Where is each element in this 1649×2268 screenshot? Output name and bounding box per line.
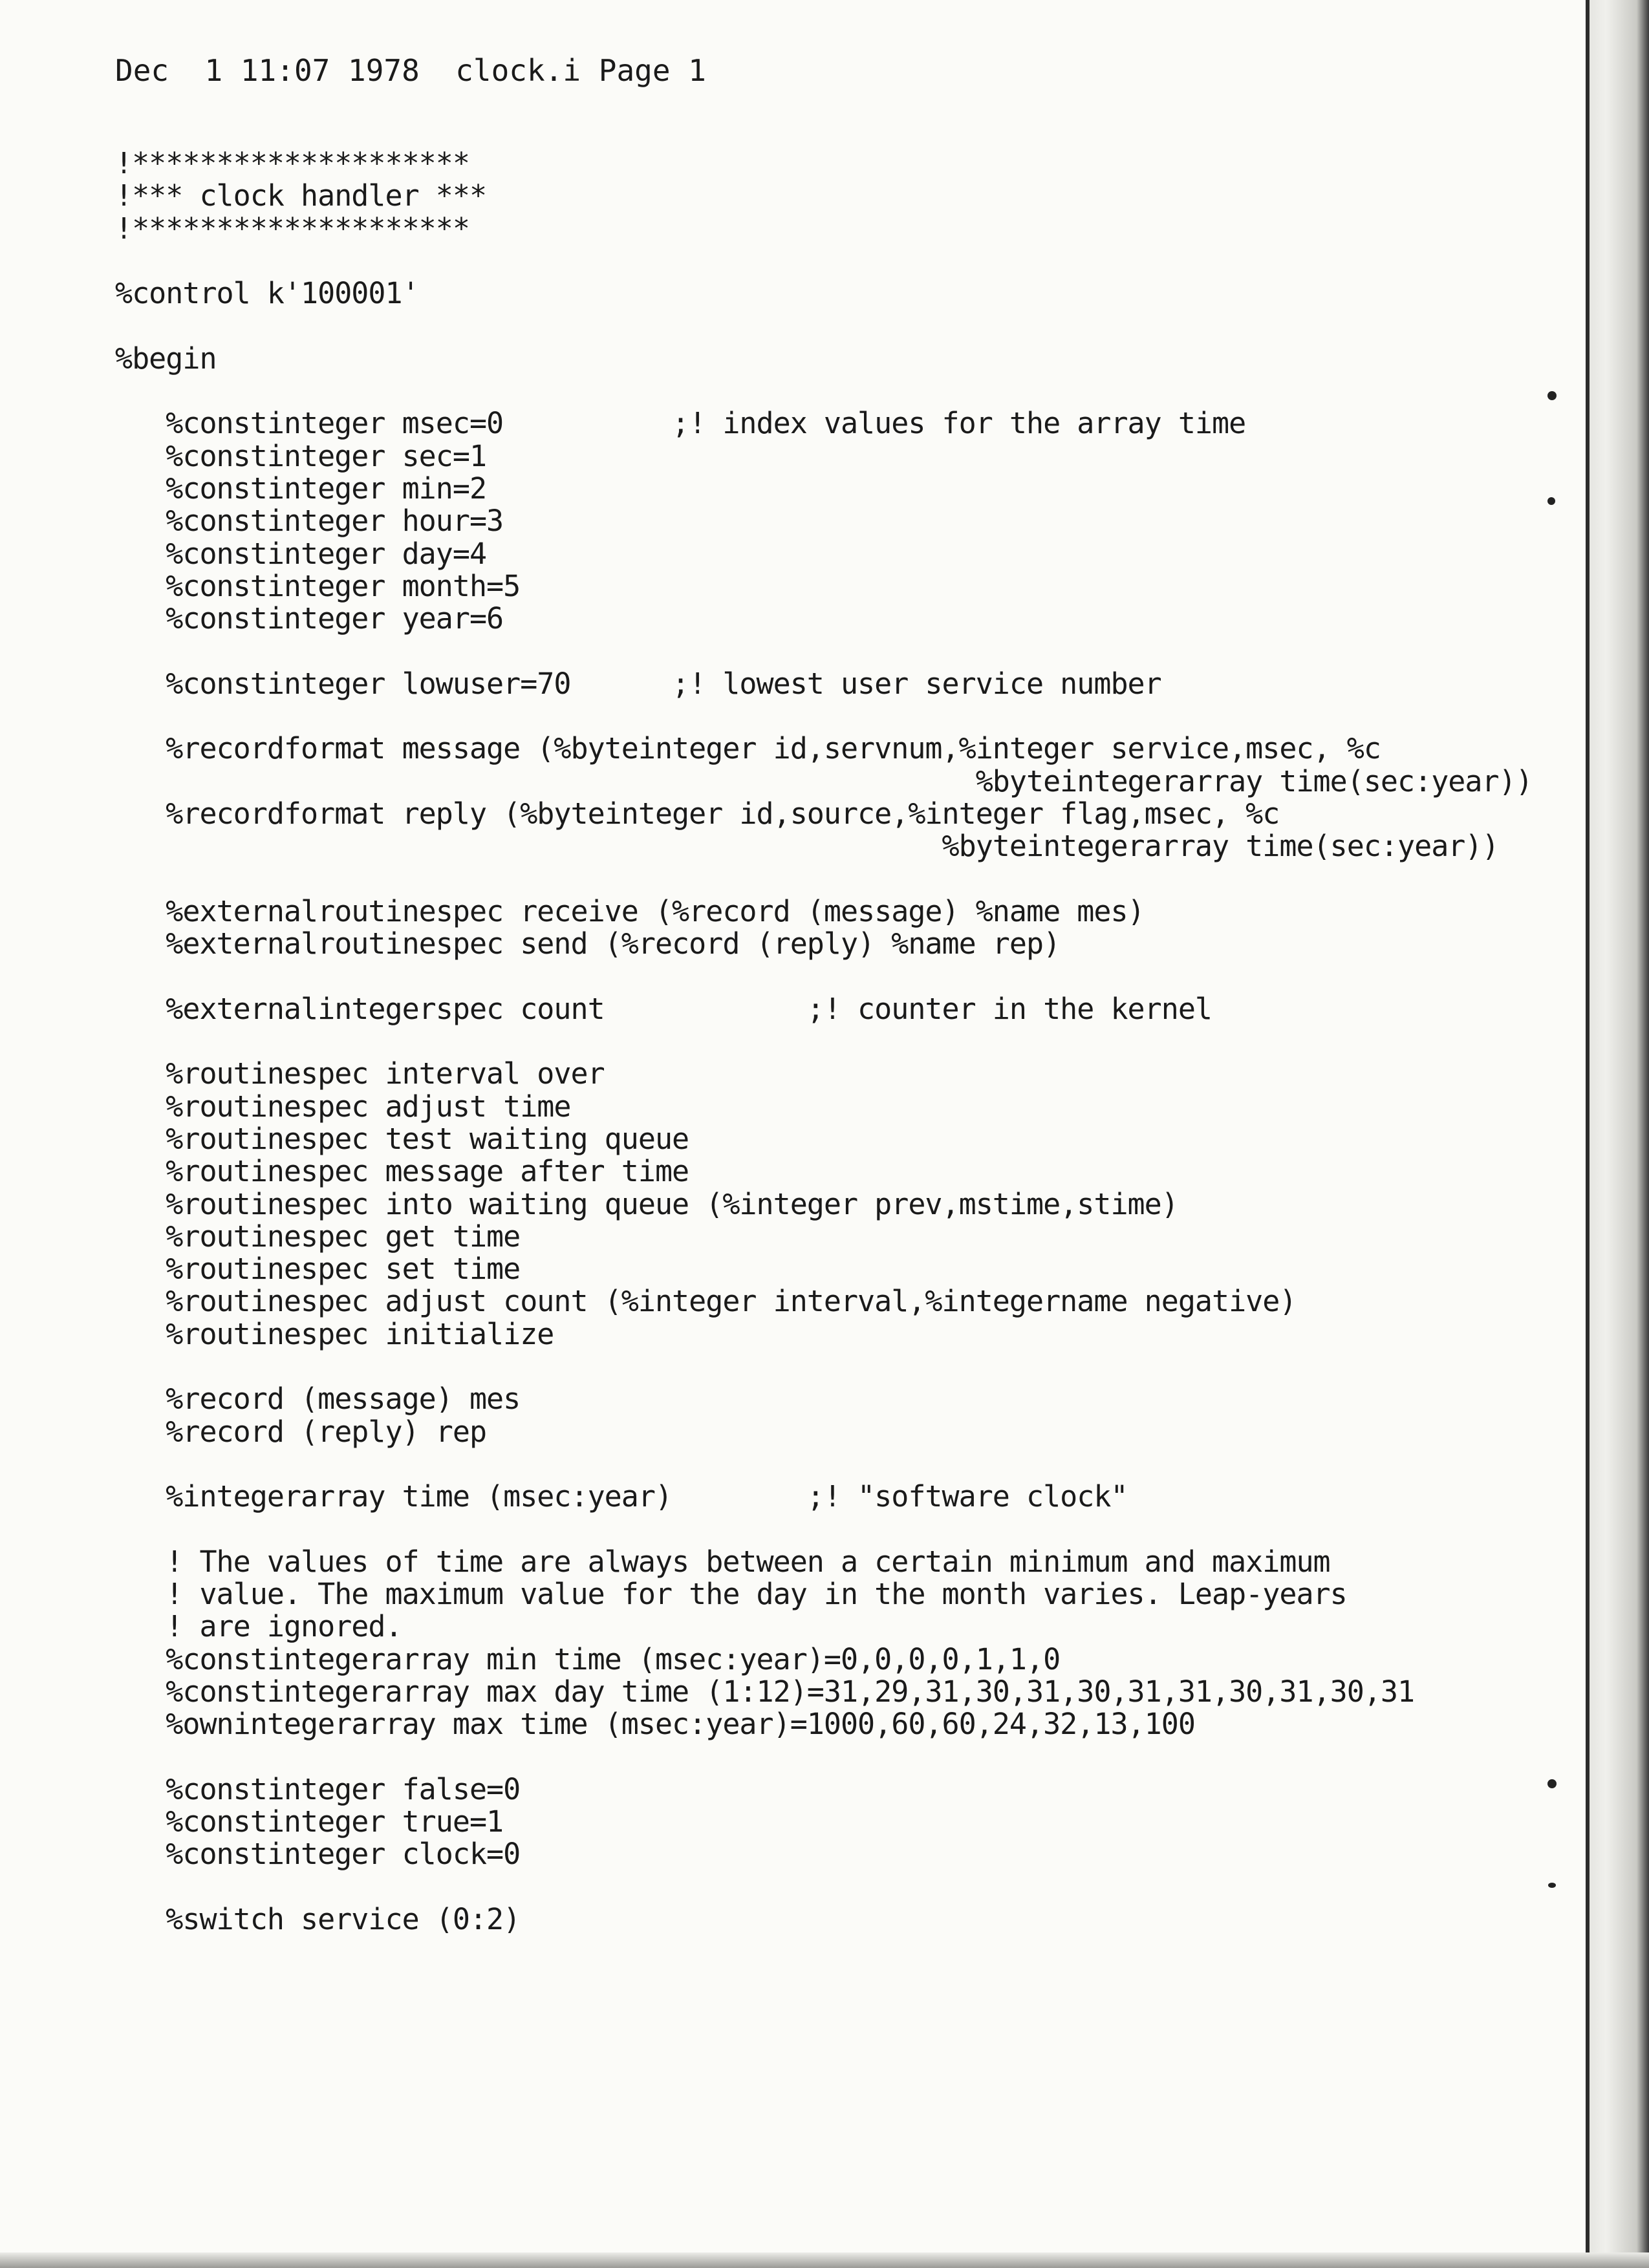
code-line — [115, 1448, 1533, 1481]
code-line: %integerarray time (msec:year) ;! "software clock" — [115, 1479, 1128, 1514]
code-line: %routinespec interval over — [115, 1056, 605, 1091]
code-line: !******************** — [115, 211, 469, 246]
code-line: %byteintegerarray time(sec:year)) — [115, 829, 1499, 864]
code-line: %constintegerarray max day time (1:12)=31,29,31,30,31,30,31,31,30,31,30,31 — [115, 1674, 1415, 1709]
code-line: %control k'100001' — [115, 276, 419, 311]
code-line — [115, 863, 1533, 895]
speck — [1547, 497, 1555, 505]
code-line — [115, 1351, 1533, 1383]
code-line: %constinteger true=1 — [115, 1804, 504, 1839]
code-line: %constinteger hour=3 — [115, 504, 504, 539]
code-line: %constinteger lowuser=70 ;! lowest user service number — [115, 666, 1161, 701]
speck — [1548, 1883, 1556, 1888]
code-line — [115, 1513, 1533, 1545]
source-listing — [115, 147, 1533, 1936]
page-number: Page 1 — [598, 53, 706, 88]
page-edge-line — [1586, 0, 1590, 2268]
code-line: %routinespec test waiting queue — [115, 1121, 689, 1156]
code-line: %constinteger min=2 — [115, 471, 487, 506]
code-line: %recordformat reply (%byteinteger id,source,%integer flag,msec, %c — [115, 796, 1280, 831]
code-line: %record (message) mes — [115, 1382, 521, 1417]
code-line: %constinteger false=0 — [115, 1771, 521, 1806]
code-line: %constinteger msec=0 ;! index values for the array time — [115, 406, 1246, 441]
code-line — [115, 700, 1533, 733]
code-line: %routinespec adjust count (%integer interval,%integername negative) — [115, 1284, 1297, 1319]
file-name: clock.i — [455, 53, 581, 88]
code-line: %routinespec get time — [115, 1219, 521, 1254]
code-line: ! are ignored. — [115, 1609, 402, 1644]
code-line: %routinespec message after time — [115, 1154, 689, 1189]
code-line: %ownintegerarray max time (msec:year)=1000,60,60,24,32,13,100 — [115, 1707, 1195, 1742]
code-line: %routinespec into waiting queue (%integer prev,mstime,stime) — [115, 1186, 1178, 1221]
code-line: ! The values of time are always between a certain minimum and maximum — [115, 1544, 1330, 1579]
code-line — [115, 635, 1533, 667]
code-line: %byteintegerarray time(sec:year)) — [115, 764, 1533, 798]
code-line: %constinteger clock=0 — [115, 1837, 521, 1872]
code-line — [115, 1741, 1533, 1773]
code-line: %switch service (0:2) — [115, 1902, 521, 1937]
page-edge-shadow — [1588, 0, 1649, 2268]
code-line: %constintegerarray min time (msec:year)=0,0,0,0,1,1,0 — [115, 1642, 1061, 1676]
speck — [1547, 1779, 1557, 1788]
print-header — [115, 53, 706, 88]
speck — [1547, 391, 1557, 400]
code-line: ! value. The maximum value for the day in the month varies. Leap-years — [115, 1577, 1347, 1612]
code-line: %constinteger month=5 — [115, 568, 521, 603]
code-line: %externalroutinespec receive (%record (message) %name mes) — [115, 893, 1145, 928]
page-bottom-edge — [0, 2252, 1649, 2268]
code-line — [115, 375, 1533, 407]
code-line — [115, 310, 1533, 342]
code-line: !*** clock handler *** — [115, 178, 487, 213]
code-line: %begin — [115, 341, 217, 376]
code-line: !******************** — [115, 146, 469, 180]
code-line: %record (reply) rep — [115, 1414, 487, 1449]
code-line — [115, 960, 1533, 992]
code-line — [115, 1871, 1533, 1903]
code-line: %recordformat message (%byteinteger id,servnum,%integer service,msec, %c — [115, 731, 1381, 766]
code-line: %externalintegerspec count ;! counter in the kernel — [115, 991, 1212, 1026]
code-line: %routinespec initialize — [115, 1316, 554, 1351]
code-line: %constinteger day=4 — [115, 536, 487, 571]
code-line: %routinespec adjust time — [115, 1089, 571, 1124]
code-line: %constinteger sec=1 — [115, 438, 487, 473]
code-line: %externalroutinespec send (%record (reply) %name rep) — [115, 926, 1061, 961]
print-date: Dec 1 11:07 1978 — [115, 53, 420, 88]
code-line — [115, 1025, 1533, 1058]
code-line — [115, 245, 1533, 277]
code-line: %constinteger year=6 — [115, 601, 504, 636]
code-line: %routinespec set time — [115, 1252, 521, 1287]
